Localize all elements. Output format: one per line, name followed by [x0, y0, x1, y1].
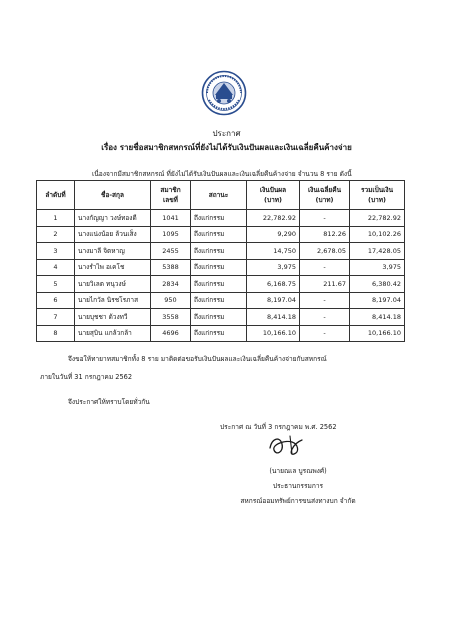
cell-refund: - — [300, 309, 350, 326]
cell-status: ถึงแก่กรรม — [191, 309, 247, 326]
cell-refund: 2,678.05 — [300, 243, 350, 260]
table-row — [37, 276, 405, 293]
cell-status: ถึงแก่กรรม — [191, 276, 247, 293]
header-name: ชื่อ-สกุล — [75, 181, 151, 210]
cell-total: 6,380.42 — [350, 276, 405, 293]
cell-member-id: 4696 — [151, 325, 191, 342]
cell-name: นายไกวัล นิรชโรภาส — [75, 292, 151, 309]
header-refund — [300, 181, 350, 210]
cell-refund: - — [300, 325, 350, 342]
cell-status: ถึงแก่กรรม — [191, 259, 247, 276]
header-member-id-line2: เลขที่ — [163, 196, 178, 204]
cell-dividend: 9,290 — [247, 226, 300, 243]
header-total — [350, 181, 405, 210]
cell-name: นายวิเลต ทนุวงษ์ — [75, 276, 151, 293]
header-total-line1: รวมเป็นเงิน — [360, 186, 394, 194]
cell-status: ถึงแก่กรรม — [191, 243, 247, 260]
members-table — [36, 180, 405, 342]
cell-dividend: 3,975 — [247, 259, 300, 276]
cell-refund: 211.67 — [300, 276, 350, 293]
cell-member-id: 2834 — [151, 276, 191, 293]
header-refund-line1: เงินเฉลี่ยคืน — [307, 186, 342, 194]
header-member-id — [151, 181, 191, 210]
header-dividend — [247, 181, 300, 210]
org-seal-icon — [201, 70, 247, 116]
cell-member-id: 5388 — [151, 259, 191, 276]
table-row — [37, 325, 405, 342]
cell-member-id: 2455 — [151, 243, 191, 260]
cell-total: 22,782.92 — [350, 210, 405, 227]
cell-no: 7 — [37, 309, 75, 326]
cell-status: ถึงแก่กรรม — [191, 210, 247, 227]
deadline-text: ภายในวันที่ 31 กรกฎาคม 2562 — [40, 373, 133, 381]
header-total-line2: (บาท) — [367, 196, 386, 204]
cell-no: 2 — [37, 226, 75, 243]
header-member-id-line1: สมาชิก — [160, 186, 181, 194]
signer-name: (นายณเล บูรณพงศ์) — [269, 467, 327, 475]
cell-status: ถึงแก่กรรม — [191, 226, 247, 243]
instruction-paragraph: จึงขอให้ทายาทสมาชิกทั้ง 8 ราย มาติดต่อขอรับเงินปันผลและเงินเฉลี่ยคืนค้างจ่ายกับสหกรณ์ — [68, 355, 327, 363]
table-header-row — [37, 181, 405, 210]
header-dividend-line2: (บาท) — [263, 196, 282, 204]
cell-member-id: 950 — [151, 292, 191, 309]
cell-total: 8,414.18 — [350, 309, 405, 326]
cell-name: นางแน่งน้อย ล้วนเส็ง — [75, 226, 151, 243]
header-status: สถานะ — [191, 181, 247, 210]
closing-paragraph: จึงประกาศให้ทราบโดยทั่วกัน — [68, 398, 150, 406]
cell-name: นายบุชชา ด้วงทวี — [75, 309, 151, 326]
cell-refund: - — [300, 292, 350, 309]
table-row — [37, 226, 405, 243]
cell-name: นางกัญญา วงษ์ทองดี — [75, 210, 151, 227]
table-row — [37, 309, 405, 326]
cell-member-id: 1095 — [151, 226, 191, 243]
header-refund-line2: (บาท) — [315, 196, 334, 204]
cell-dividend: 8,197.04 — [247, 292, 300, 309]
cell-no: 1 — [37, 210, 75, 227]
cell-total: 17,428.05 — [350, 243, 405, 260]
cell-no: 8 — [37, 325, 75, 342]
cell-name: นายสุบิน แกล้วกล้า — [75, 325, 151, 342]
cell-no: 4 — [37, 259, 75, 276]
cell-member-id: 1041 — [151, 210, 191, 227]
intro-text: เนื่องจากมีสมาชิกสหกรณ์ ที่ยังไม่ได้รับเงินปันผลและเงินเฉลี่ยคืนค้างจ่าย จำนวน 8 ราย ดังนี้ — [92, 170, 352, 178]
cell-name: นางรำไพ อเคโช — [75, 259, 151, 276]
cell-dividend: 22,782.92 — [247, 210, 300, 227]
signer-organization: สหกรณ์ออมทรัพย์การขนส่งทางบก จำกัด — [240, 497, 356, 505]
table-row — [37, 210, 405, 227]
table-row — [37, 259, 405, 276]
announcement-heading: ประกาศ — [212, 129, 241, 138]
cell-refund: - — [300, 259, 350, 276]
cell-member-id: 3558 — [151, 309, 191, 326]
cell-name: นางมาลี จิตหาญ — [75, 243, 151, 260]
cell-total: 8,197.04 — [350, 292, 405, 309]
header-dividend-line1: เงินปันผล — [259, 186, 287, 194]
table-row — [37, 243, 405, 260]
cell-dividend: 10,166.10 — [247, 325, 300, 342]
cell-status: ถึงแก่กรรม — [191, 292, 247, 309]
signature-icon — [262, 432, 312, 458]
cell-refund: 812.26 — [300, 226, 350, 243]
cell-total: 3,975 — [350, 259, 405, 276]
cell-dividend: 8,414.18 — [247, 309, 300, 326]
cell-total: 10,102.26 — [350, 226, 405, 243]
header-no: ลำดับที่ — [37, 181, 75, 210]
cell-status: ถึงแก่กรรม — [191, 325, 247, 342]
cell-dividend: 6,168.75 — [247, 276, 300, 293]
cell-dividend: 14,750 — [247, 243, 300, 260]
signer-position: ประธานกรรมการ — [272, 482, 324, 490]
announcement-title: เรื่อง รายชื่อสมาชิกสหกรณ์ที่ยังไม่ได้รับเงินปันผลและเงินเฉลี่ยคืนค้างจ่าย — [101, 143, 352, 152]
announcement-date: ประกาศ ณ วันที่ 3 กรกฎาคม พ.ศ. 2562 — [220, 423, 337, 431]
cell-no: 5 — [37, 276, 75, 293]
table-row — [37, 292, 405, 309]
cell-no: 3 — [37, 243, 75, 260]
cell-refund: - — [300, 210, 350, 227]
cell-no: 6 — [37, 292, 75, 309]
cell-total: 10,166.10 — [350, 325, 405, 342]
